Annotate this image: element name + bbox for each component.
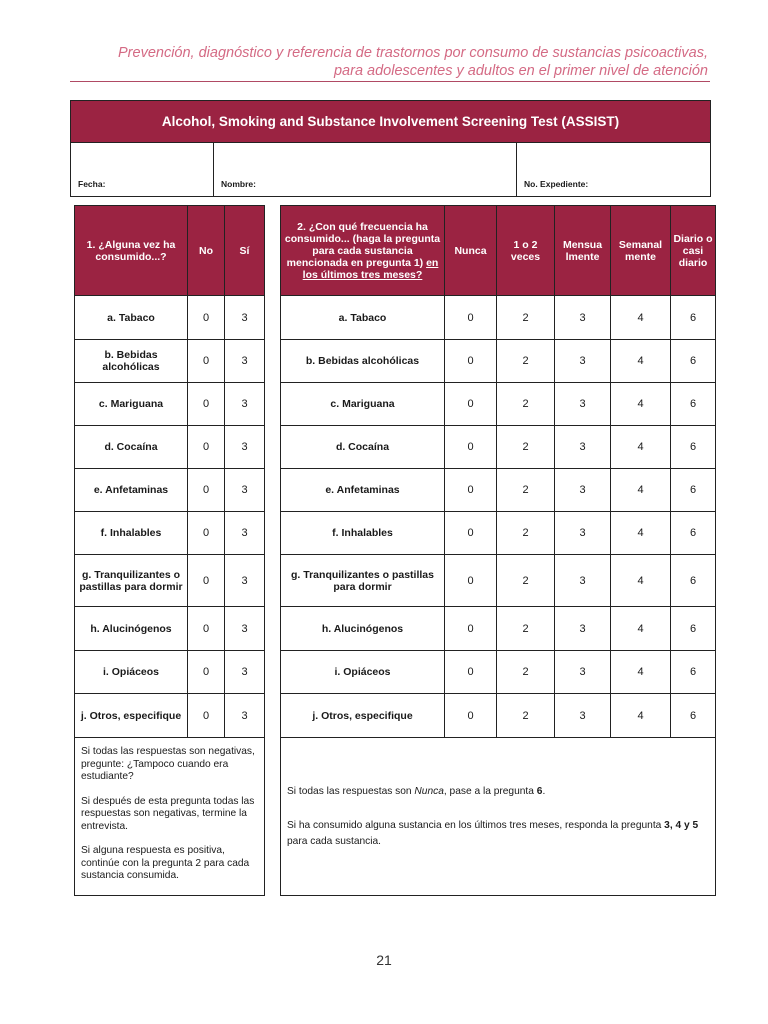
- q2-score-nunca[interactable]: 0: [445, 555, 497, 607]
- q2-score-diario[interactable]: 6: [671, 469, 716, 512]
- q2-score-nunca[interactable]: 0: [445, 383, 497, 426]
- running-header-line-2: para adolescentes y adultos en el primer nivel de atención: [333, 63, 708, 79]
- q2-score-semanal[interactable]: 4: [611, 383, 671, 426]
- q2-col-nunca: Nunca: [445, 206, 497, 296]
- table-row: [75, 426, 716, 469]
- q1-score-si[interactable]: 3: [225, 607, 265, 651]
- q2-substance-label: d. Cocaína: [281, 426, 445, 469]
- page-number: 21: [376, 952, 392, 968]
- q1-score-si[interactable]: 3: [225, 469, 265, 512]
- q1-substance-label: f. Inhalables: [75, 512, 188, 555]
- q2-score-nunca[interactable]: 0: [445, 694, 497, 738]
- q2-score-mensual[interactable]: 3: [555, 383, 611, 426]
- instruction-q2-p1-end: .: [542, 785, 546, 797]
- column-spacer: [265, 296, 281, 340]
- q2-score-mensual[interactable]: 3: [555, 555, 611, 607]
- q2-score-1o2[interactable]: 2: [497, 426, 555, 469]
- q2-score-diario[interactable]: 6: [671, 383, 716, 426]
- q1-score-no[interactable]: 0: [188, 555, 225, 607]
- table-row: [75, 651, 716, 694]
- q2-score-semanal[interactable]: 4: [611, 694, 671, 738]
- q2-score-diario[interactable]: 6: [671, 512, 716, 555]
- q1-col-si: Sí: [225, 206, 265, 296]
- q1-score-si[interactable]: 3: [225, 340, 265, 383]
- column-spacer: [265, 555, 281, 607]
- q1-score-no[interactable]: 0: [188, 694, 225, 738]
- q2-col-mensual: Mensua lmente: [555, 206, 611, 296]
- q2-score-1o2[interactable]: 2: [497, 651, 555, 694]
- instruction-q2-p2: [287, 818, 709, 850]
- q2-score-nunca[interactable]: 0: [445, 296, 497, 340]
- q2-substance-label: h. Alucinógenos: [281, 607, 445, 651]
- q1-substance-label: j. Otros, especifique: [75, 694, 188, 738]
- nombre-field[interactable]: [214, 143, 517, 197]
- fecha-field[interactable]: [71, 143, 214, 197]
- q2-score-semanal[interactable]: 4: [611, 512, 671, 555]
- form-header-box: [70, 100, 711, 197]
- q1-score-no[interactable]: 0: [188, 469, 225, 512]
- table-row: [75, 469, 716, 512]
- q2-score-semanal[interactable]: 4: [611, 555, 671, 607]
- column-spacer: [265, 469, 281, 512]
- q1-score-si[interactable]: 3: [225, 426, 265, 469]
- instruction-q2-p1-text2: , pase a la pregunta: [443, 785, 537, 797]
- q2-col-semanal: Semanal mente: [611, 206, 671, 296]
- table-row: [75, 512, 716, 555]
- q1-substance-label: a. Tabaco: [75, 296, 188, 340]
- instruction-q2-p1: [287, 784, 709, 800]
- instruction-q1-p2: Si después de esta pregunta todas las respuestas son negativas, termine la entrevista.: [81, 795, 255, 832]
- instructions-q1: [75, 738, 265, 896]
- q2-score-mensual[interactable]: 3: [555, 512, 611, 555]
- expediente-field[interactable]: [517, 143, 710, 197]
- q2-score-1o2[interactable]: 2: [497, 340, 555, 383]
- running-header-line-1: Prevención, diagnóstico y referencia de trastornos por consumo de sustancias psicoactivas,: [118, 45, 708, 61]
- q2-score-nunca[interactable]: 0: [445, 340, 497, 383]
- q2-score-semanal[interactable]: 4: [611, 607, 671, 651]
- q2-header-underlined: en los últimos tres meses?: [302, 256, 439, 281]
- table-row: [75, 607, 716, 651]
- table-row: [75, 296, 716, 340]
- instruction-q2-p1-num: 6: [536, 785, 543, 797]
- table-row: [75, 555, 716, 607]
- column-spacer: [265, 694, 281, 738]
- q2-score-diario[interactable]: 6: [671, 426, 716, 469]
- fecha-label: Fecha:: [78, 179, 106, 189]
- q1-score-no[interactable]: 0: [188, 426, 225, 469]
- q1-substance-label: e. Anfetaminas: [75, 469, 188, 512]
- nombre-label: Nombre:: [221, 179, 256, 189]
- header-divider: [70, 81, 710, 82]
- q2-score-mensual[interactable]: 3: [555, 651, 611, 694]
- q1-substance-label: g. Tranquilizantes o pastillas para dormir: [75, 555, 188, 607]
- q2-substance-label: f. Inhalables: [281, 512, 445, 555]
- q2-score-semanal[interactable]: 4: [611, 296, 671, 340]
- instruction-q2-p2-nums: 3, 4 y 5: [664, 819, 699, 831]
- instructions-q2: [281, 738, 716, 896]
- q1-score-si[interactable]: 3: [225, 296, 265, 340]
- q2-score-1o2[interactable]: 2: [497, 694, 555, 738]
- table-row: [75, 694, 716, 738]
- column-spacer: [265, 512, 281, 555]
- q1-score-no[interactable]: 0: [188, 512, 225, 555]
- q2-score-1o2[interactable]: 2: [497, 607, 555, 651]
- form-title: Alcohol, Smoking and Substance Involvement Screening Test (ASSIST): [71, 101, 710, 142]
- q2-score-1o2[interactable]: 2: [497, 512, 555, 555]
- q2-score-mensual[interactable]: 3: [555, 607, 611, 651]
- instruction-q1-p1: Si todas las respuestas son negativas, pregunte: ¿Tampoco cuando era estudiante?: [81, 746, 255, 782]
- q1-score-no[interactable]: 0: [188, 296, 225, 340]
- q2-col-diario: Diario o casi diario: [671, 206, 716, 296]
- q2-score-1o2[interactable]: 2: [497, 296, 555, 340]
- q1-substance-label: d. Cocaína: [75, 426, 188, 469]
- q2-score-mensual[interactable]: 3: [555, 426, 611, 469]
- q2-score-mensual[interactable]: 3: [555, 694, 611, 738]
- column-spacer: [265, 607, 281, 651]
- table-row: [75, 340, 716, 383]
- instruction-q2-p1-nunca: Nunca: [414, 785, 444, 797]
- q2-substance-label: c. Mariguana: [281, 383, 445, 426]
- instruction-q2-p2-end: para cada sustancia.: [287, 835, 382, 847]
- q2-substance-label: j. Otros, especifique: [281, 694, 445, 738]
- q2-score-diario[interactable]: 6: [671, 651, 716, 694]
- q2-score-1o2[interactable]: 2: [497, 469, 555, 512]
- q1-score-no[interactable]: 0: [188, 383, 225, 426]
- q1-substance-label: i. Opiáceos: [75, 651, 188, 694]
- q1-score-si[interactable]: 3: [225, 512, 265, 555]
- q1-score-si[interactable]: 3: [225, 651, 265, 694]
- assist-table: [74, 205, 716, 896]
- q1-score-no[interactable]: 0: [188, 340, 225, 383]
- instruction-q1-p3: Si alguna respuesta es positiva, continúe con la pregunta 2 para cada sustancia consumida.: [81, 845, 250, 881]
- q2-score-mensual[interactable]: 3: [555, 469, 611, 512]
- column-spacer: [265, 383, 281, 426]
- q2-score-nunca[interactable]: 0: [445, 469, 497, 512]
- q2-substance-label: e. Anfetaminas: [281, 469, 445, 512]
- q1-header: 1. ¿Alguna vez ha consumido...?: [75, 206, 188, 296]
- column-spacer: [265, 738, 281, 896]
- q2-score-nunca[interactable]: 0: [445, 426, 497, 469]
- q2-substance-label: g. Tranquilizantes o pastillas para dormir: [281, 555, 445, 607]
- column-spacer: [265, 340, 281, 383]
- q2-score-semanal[interactable]: 4: [611, 651, 671, 694]
- q1-col-no: No: [188, 206, 225, 296]
- q1-score-no[interactable]: 0: [188, 607, 225, 651]
- q2-score-semanal[interactable]: 4: [611, 340, 671, 383]
- q1-score-no[interactable]: 0: [188, 651, 225, 694]
- q2-header-main: 2. ¿Con qué frecuencia ha consumido... (haga la pregunta para cada sustancia mencionada en pregunta 1): [284, 220, 441, 269]
- q1-substance-label: c. Mariguana: [75, 383, 188, 426]
- q2-substance-label: a. Tabaco: [281, 296, 445, 340]
- q2-col-1o2: 1 o 2 veces: [497, 206, 555, 296]
- column-spacer: [265, 651, 281, 694]
- q2-score-mensual[interactable]: 3: [555, 296, 611, 340]
- running-header: [118, 44, 708, 80]
- instruction-q2-p1-text: Si todas las respuestas son: [287, 785, 415, 797]
- expediente-label: No. Expediente:: [524, 179, 589, 189]
- q2-substance-label: i. Opiáceos: [281, 651, 445, 694]
- q2-score-nunca[interactable]: 0: [445, 651, 497, 694]
- q1-score-si[interactable]: 3: [225, 555, 265, 607]
- q2-score-diario[interactable]: 6: [671, 607, 716, 651]
- q2-score-diario[interactable]: 6: [671, 555, 716, 607]
- column-spacer: [265, 426, 281, 469]
- q1-substance-label: h. Alucinógenos: [75, 607, 188, 651]
- q1-score-si[interactable]: 3: [225, 383, 265, 426]
- q2-score-semanal[interactable]: 4: [611, 426, 671, 469]
- q2-score-diario[interactable]: 6: [671, 340, 716, 383]
- q2-header: [281, 206, 445, 296]
- q2-score-diario[interactable]: 6: [671, 296, 716, 340]
- column-spacer: [265, 206, 281, 296]
- q2-score-1o2[interactable]: 2: [497, 383, 555, 426]
- instruction-q2-p2-text: Si ha consumido alguna sustancia en los últimos tres meses, responda la pregunta: [287, 819, 665, 831]
- table-row: [75, 383, 716, 426]
- q2-score-nunca[interactable]: 0: [445, 607, 497, 651]
- q1-score-si[interactable]: 3: [225, 694, 265, 738]
- q2-score-1o2[interactable]: 2: [497, 555, 555, 607]
- q2-score-diario[interactable]: 6: [671, 694, 716, 738]
- q2-substance-label: b. Bebidas alcohólicas: [281, 340, 445, 383]
- q2-score-semanal[interactable]: 4: [611, 469, 671, 512]
- q2-score-nunca[interactable]: 0: [445, 512, 497, 555]
- q1-substance-label: b. Bebidas alcohólicas: [75, 340, 188, 383]
- q2-score-mensual[interactable]: 3: [555, 340, 611, 383]
